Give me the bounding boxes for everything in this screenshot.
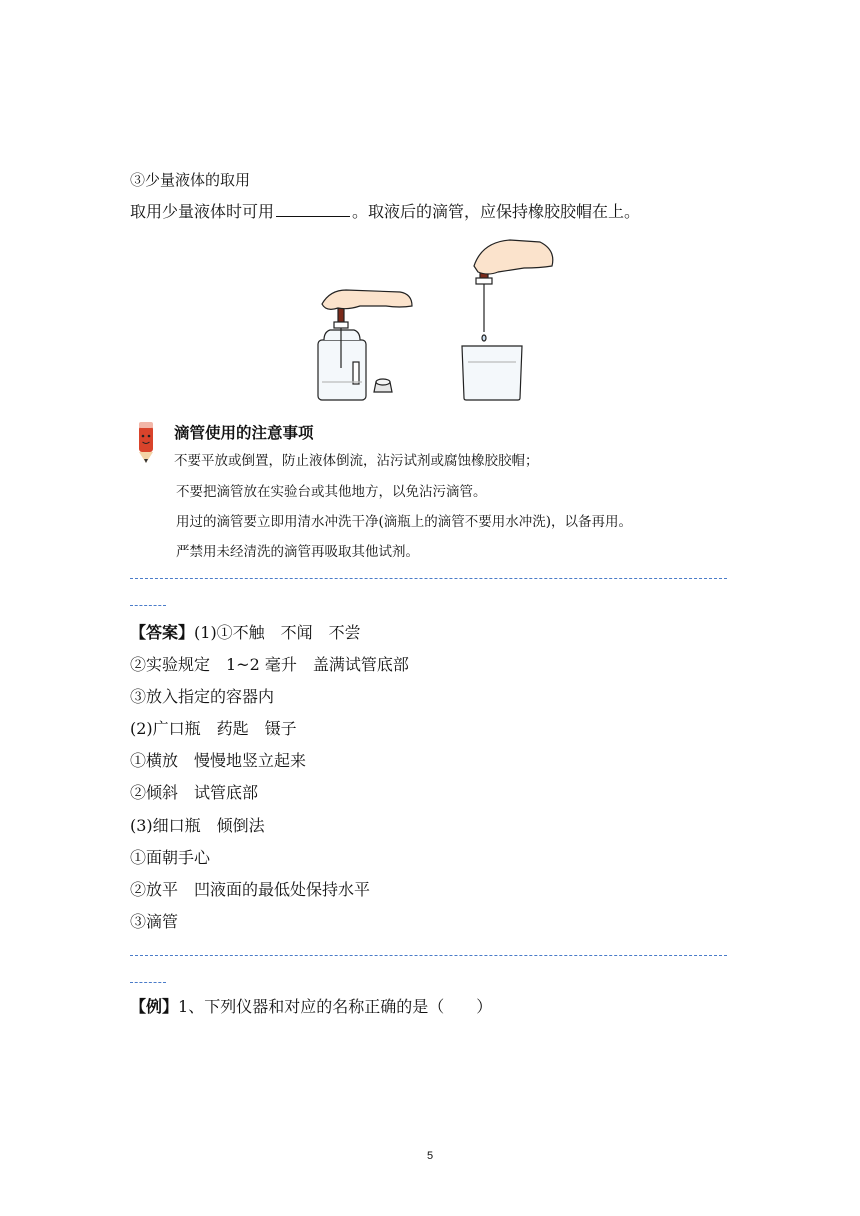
example-label: 【例】 <box>130 997 179 1016</box>
dropper-illustration <box>300 232 560 404</box>
example-text: 1、下列仪器和对应的名称正确的是（ ） <box>178 997 493 1016</box>
fill-sentence-before: 取用少量液体时可用 <box>130 202 275 221</box>
separator <box>130 578 727 579</box>
answer-text: (1)①不触 不闻 不尝 <box>194 623 361 642</box>
note-line: 用过的滴管要立即用清水冲洗干净(滴瓶上的滴管不要用水冲洗)，以备再用。 <box>176 514 633 530</box>
answer-line: ②实验规定 1~2 毫升 盖满试管底部 <box>130 655 409 674</box>
separator-tail <box>130 982 166 983</box>
answer-label: 【答案】 <box>130 623 195 642</box>
section-heading: ③少量液体的取用 <box>130 171 251 189</box>
answer-line: ③放入指定的容器内 <box>130 687 275 706</box>
answer-line: (3)细口瓶 倾倒法 <box>130 816 265 835</box>
note-title: 滴管使用的注意事项 <box>174 424 314 442</box>
pencil-icon <box>134 418 158 464</box>
answer-line: ②放平 凹液面的最低处保持水平 <box>130 880 371 899</box>
answer-line: (2)广口瓶 药匙 镊子 <box>130 719 297 738</box>
answer-line: ①横放 慢慢地竖立起来 <box>130 751 307 770</box>
answer-line: ③滴管 <box>130 912 179 931</box>
answer-blank[interactable] <box>276 202 350 217</box>
answer-line: ②倾斜 试管底部 <box>130 783 259 802</box>
note-line: 不要把滴管放在实验台或其他地方，以免沾污滴管。 <box>176 484 487 500</box>
note-line: 不要平放或倒置，防止液体倒流，沾污试剂或腐蚀橡胶胶帽； <box>174 453 539 469</box>
answer-line: ①面朝手心 <box>130 848 211 867</box>
fill-sentence <box>130 202 640 222</box>
example-line <box>130 997 492 1017</box>
fill-sentence-after: 。取液后的滴管，应保持橡胶胶帽在上。 <box>352 202 641 221</box>
separator <box>130 955 727 956</box>
page-number: 5 <box>426 1150 434 1162</box>
separator-tail <box>130 605 166 606</box>
answer-line <box>130 623 361 643</box>
note-line: 严禁用未经清洗的滴管再吸取其他试剂。 <box>176 544 419 560</box>
